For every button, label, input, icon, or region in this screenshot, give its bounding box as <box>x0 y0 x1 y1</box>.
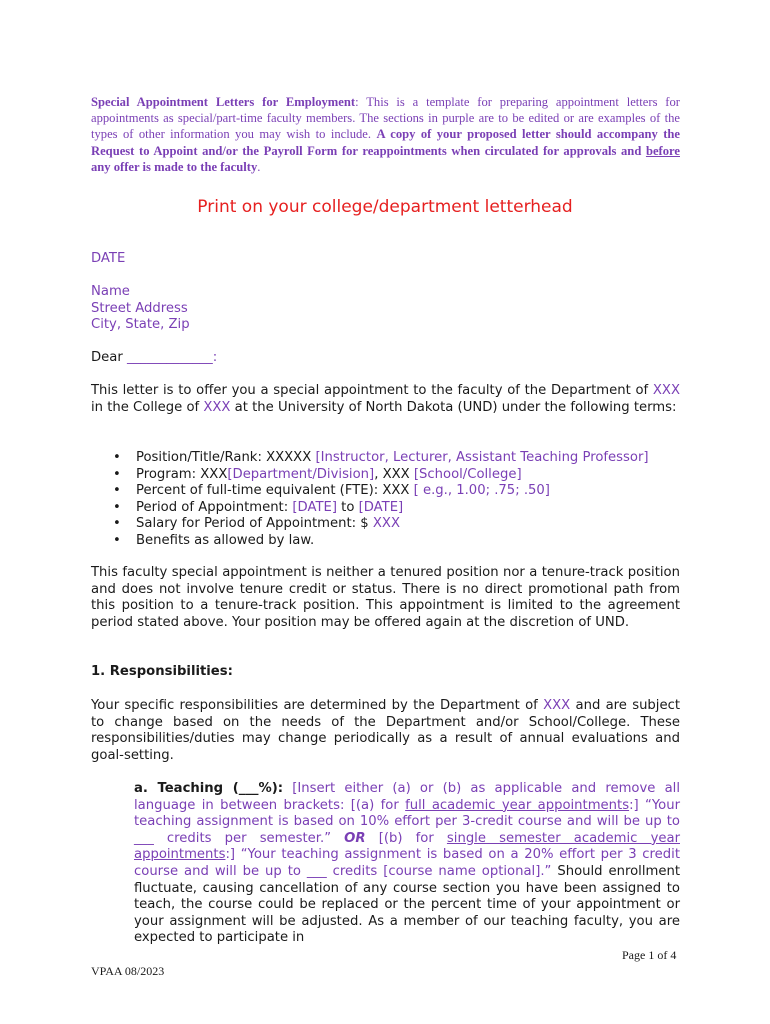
terms-list <box>111 450 649 550</box>
term-position: • Position/Title/Rank: XXXXX [Instructor, Lecturer, Assistant Teaching Professor] <box>111 450 649 467</box>
date-line: DATE <box>91 251 126 266</box>
form-version: VPAA 08/2023 <box>91 964 165 978</box>
teaching-subsection: a. Teaching (___%): [Insert either (a) or (b) as applicable and remove all language in between brackets: [(a) for full academic year appointments:] “Your teaching assignment is based on 10% effort per 3-credit course and will be up to ___ credits per semester.” OR [(b) for single semester academic year appointments:] “Your teaching assignment is based on a 20% effort per 3 credit course and will be up to ___ credits [course name optional].” Should enrollment fluctuate, causing cancellation of any course section you have been assigned to teach, the course could be replaced or the percent time of your appointment or your assignment will be adjusted. As a member of our teaching faculty, you are expected to participate in <box>134 781 681 946</box>
recipient-street: Street Address <box>91 300 188 316</box>
salutation: Dear _____________: <box>91 350 218 365</box>
teaching-label: a. Teaching (___%): <box>134 781 284 796</box>
term-fte: • Percent of full-time equivalent (FTE): XXX [ e.g., 1.00; .75; .50] <box>111 483 649 500</box>
non-tenure-paragraph: This faculty special appointment is neither a tenured position nor a tenure-track position and does not involve tenure credit or status. There is no direct promotional path from this position to a tenure-track position. This appointment is limited to the agreement period stated above. Your position may be offered again at the discretion of UND. <box>91 565 680 630</box>
recipient-city: City, State, Zip <box>91 317 190 333</box>
term-period: • Period of Appointment: [DATE] to [DATE] <box>111 500 649 517</box>
section-heading-responsibilities: 1. Responsibilities: <box>91 664 233 679</box>
recipient-address <box>91 284 680 334</box>
term-benefits: • Benefits as allowed by law. <box>111 533 649 550</box>
page-number: Page 1 of 4 <box>622 948 677 962</box>
term-program: • Program: XXX[Department/Division], XXX [School/College] <box>111 467 649 484</box>
instructions-title: Special Appointment Letters for Employment <box>91 95 356 109</box>
recipient-name: Name <box>91 284 130 299</box>
responsibilities-paragraph: Your specific responsibilities are determined by the Department of XXX and are subject to change based on the needs of the Department and/or School/College. These responsibilities/duties may change periodically as a result of annual evaluations and goal-setting. <box>91 698 680 763</box>
letterhead-note: Print on your college/department letterhead <box>197 197 573 217</box>
offer-paragraph: This letter is to offer you a special appointment to the faculty of the Department of XXX in the College of XXX at the University of North Dakota (UND) under the following terms: <box>91 383 680 415</box>
template-instructions: Special Appointment Letters for Employment: This is a template for preparing appointment letters for appointments as special/part-time faculty members. The sections in purple are to be edited or are examples of the types of other information you may wish to include. A copy of your proposed letter should accompany the Request to Appoint and/or the Payroll Form for reappointments when circulated for approvals and before any offer is made to the faculty. <box>91 95 680 174</box>
term-salary: • Salary for Period of Appointment: $ XXX <box>111 516 649 533</box>
